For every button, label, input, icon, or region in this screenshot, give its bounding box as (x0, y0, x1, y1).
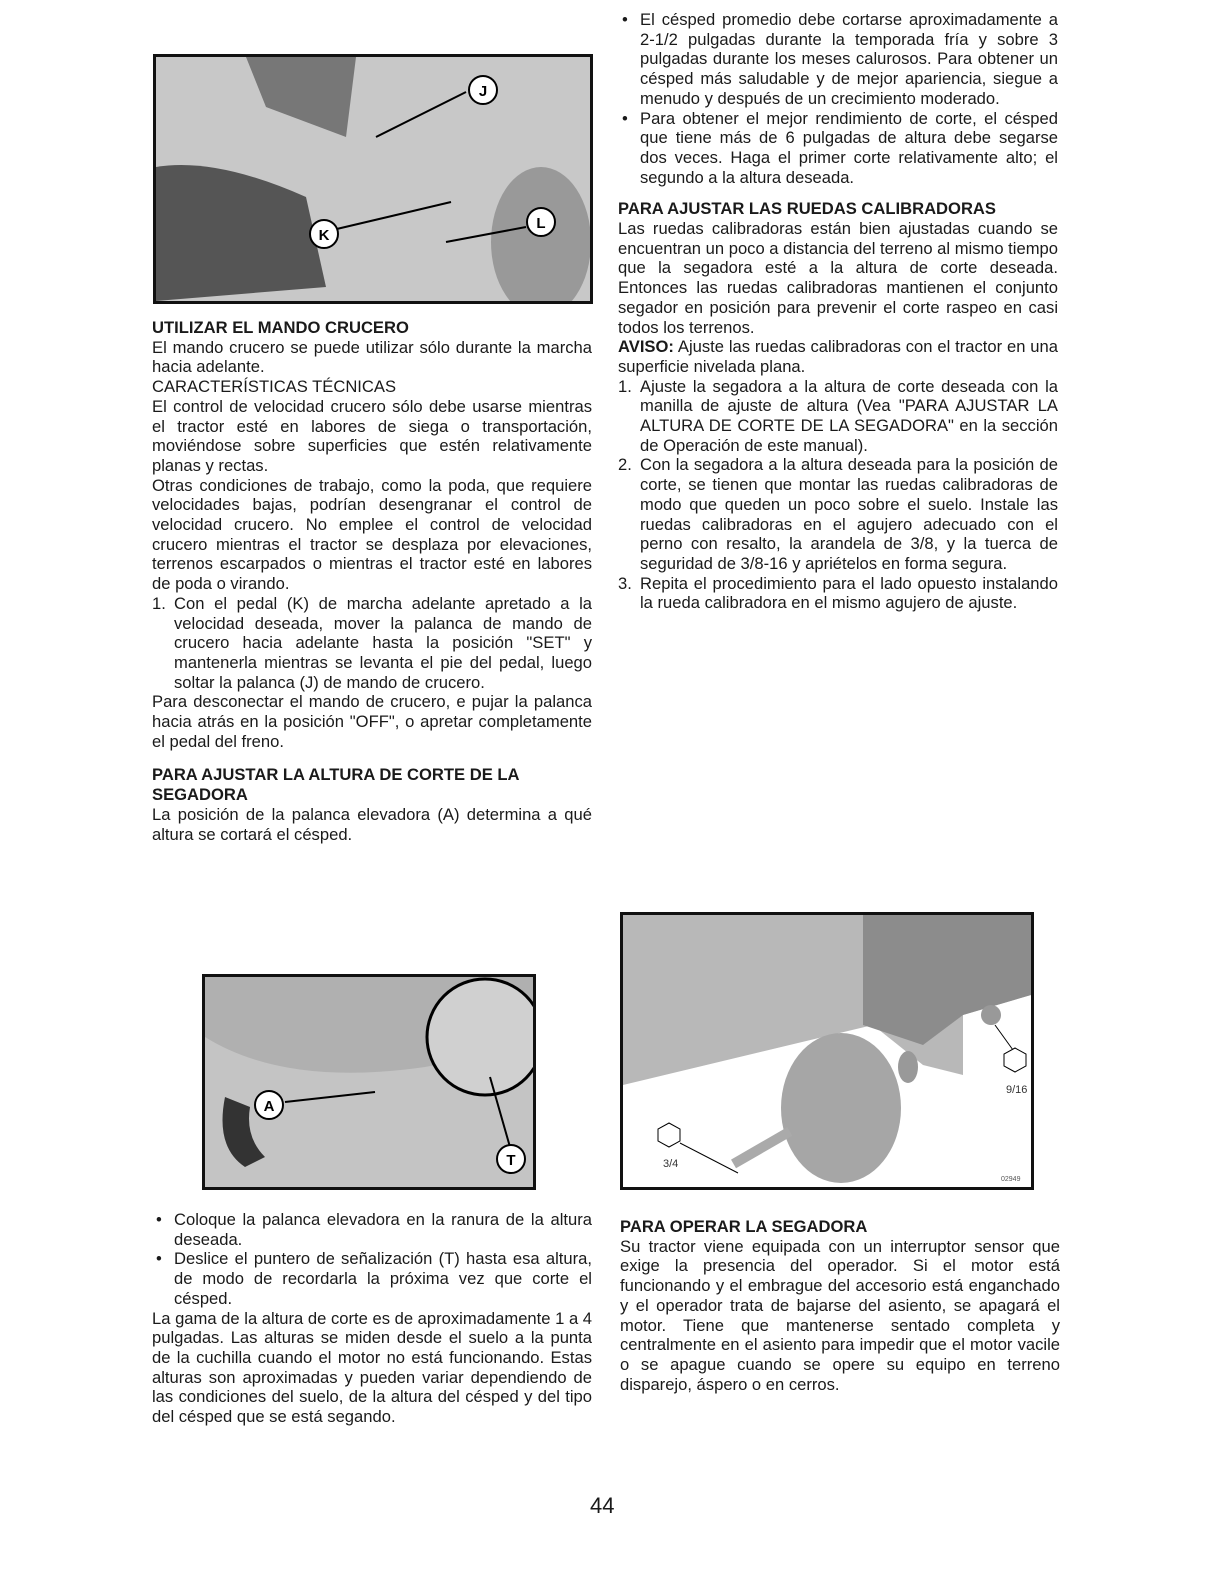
wrench-size-9-16: 9/16 (1006, 1084, 1028, 1096)
paragraph: Para desconectar el mando de crucero, e pujar la palanca hacia atrás en la posición "OFF", o apretar completamente el pedal del freno. (152, 692, 592, 751)
step-text: Ajuste la segadora a la altura de corte deseada con la manilla de ajuste de altura (Vea "PARA AJUSTAR LA ALTURA DE CORTE DE LA SEGADORA" en la sección de Operación de este manual). (640, 376, 1058, 455)
bullet-item: • Coloque la palanca elevadora en la ranura de la altura deseada. (152, 1210, 592, 1249)
heading-gauge-wheels: PARA AJUSTAR LAS RUEDAS CALIBRADORAS (618, 199, 996, 219)
figure-code: 02949 (1001, 1176, 1021, 1183)
step-number: 3. (618, 573, 632, 593)
bullet-item: • El césped promedio debe cortarse aproximadamente a 2-1/2 pulgadas durante la temporada fría y sobre 3 pulgadas durante los meses calurosos. Para obtener un césped más saludable y de mejor apariencia, siegue a menudo y después de un crecimiento moderado. (618, 10, 1058, 109)
cruise-control-figure (153, 54, 593, 304)
paragraph: La gama de la altura de corte es de aproximadamente 1 a 4 pulgadas. Las alturas se miden desde el suelo a la punta de la cuchilla cuando el motor no está funcionando. Estas alturas son aproximadas y pueden variar dependiendo de las condiciones del suelo, de la altura del césped y del tipo del césped que se está segando. (152, 1308, 593, 1427)
step (618, 455, 1058, 573)
notice (618, 337, 1058, 376)
paragraph: El mando crucero se puede utilizar sólo durante la marcha hacia adelante. (152, 337, 592, 377)
left-column (152, 318, 592, 844)
figure-label-a: A (263, 1098, 275, 1115)
step (618, 574, 1058, 613)
step (618, 377, 1058, 456)
left-column-bottom (152, 1210, 592, 1427)
figure-label-l: L (536, 215, 546, 232)
subheading-tech: CARACTERÍSTICAS TÉCNICAS (152, 377, 397, 397)
notice-label: AVISO: (618, 337, 674, 357)
paragraph: Otras condiciones de trabajo, como la poda, que requiere velocidades bajas, podrían desengranar el control de velocidad crucero. No emplee el control de velocidad crucero mientras el tractor se desplaza por elevaciones, terrenos escarpados o mientras el tractor esté en labores de poda o virando. (152, 475, 592, 594)
lift-lever-figure (202, 974, 536, 1190)
heading-cruise-control: UTILIZAR EL MANDO CRUCERO (152, 318, 409, 337)
figure-label-j: J (478, 83, 488, 100)
step-number: 1. (618, 376, 632, 396)
gauge-wheel-figure (620, 912, 1034, 1190)
step (152, 594, 592, 693)
bullet-item: • Para obtener el mejor rendimiento de corte, el césped que tiene más de 6 pulgadas de altura debe segarse dos veces. Haga el primer corte relativamente alto; el segundo a la altura deseada. (618, 109, 1058, 188)
page-number: 44 (590, 1493, 615, 1518)
step-number: 2. (618, 455, 632, 475)
bullet-item: • Deslice el puntero de señalización (T) hasta esa altura, de modo de recordarla la próxima vez que corte el césped. (152, 1249, 592, 1308)
figure-label-t: T (506, 1152, 516, 1169)
notice-text: Ajuste las ruedas calibradoras con el tractor en una superficie nivelada plana. (618, 337, 1058, 376)
right-column (618, 10, 1058, 613)
heading-operate-mower: PARA OPERAR LA SEGADORA (620, 1217, 868, 1236)
step-text: Con el pedal (K) de marcha adelante apretado a la velocidad deseada, mover la palanca de mando de crucero hacia adelante hasta la posición "SET" y mantenerla mientras se levanta el pie del pedal, luego soltar la palanca (J) de mando de crucero. (174, 593, 592, 692)
paragraph: La posición de la palanca elevadora (A) determina a qué altura se cortará el césped. (152, 804, 592, 844)
paragraph: El control de velocidad crucero sólo debe usarse mientras el tractor esté en labores de siega o transportación, moviéndose sobre superficies que estén relativamente planas y rectas. (152, 396, 592, 475)
step-text: Repita el procedimiento para el lado opuesto instalando la rueda calibradora en el mismo agujero de ajuste. (640, 573, 1058, 613)
step-text: Con la segadora a la altura deseada para la posición de corte, se tienen que montar las ruedas calibradoras de modo que queden un poco sobre el suelo. Instale las ruedas calibradoras en el agujero adecuado con el perno con resalto, la arandela de 3/8, y la tuerca de seguridad de 3/8-16 y apriételos en forma segura. (640, 455, 1058, 573)
paragraph: Su tractor viene equipada con un interruptor sensor que exige la presencia del operador. Si el motor está funcionando y el embrague del accesorio está enganchado y el operador trata de bajarse del asiento, se apagará el motor. Tiene que mantenerse sentado completa y centralmente en el asiento para impedir que el motor vacile o se apague cuando se opere su equipo en terreno disparejo, áspero o en cerros. (620, 1236, 1060, 1394)
paragraph: Las ruedas calibradoras están bien ajustadas cuando se encuentran un poco a distancia del terreno al mismo tiempo que la segadora esté a la altura de corte deseada. Entonces las ruedas calibradoras mantienen el conjunto segador en posición para prevenir el corte raspeo en casi todos los terrenos. (618, 219, 1058, 337)
wrench-size-3-4: 3/4 (663, 1158, 679, 1170)
figure-label-k: K (318, 227, 330, 244)
step-number: 1. (152, 593, 166, 613)
right-column-bottom (620, 1217, 1060, 1394)
heading-cut-height: PARA AJUSTAR LA ALTURA DE CORTE DE LA SEGADORA (152, 765, 519, 805)
